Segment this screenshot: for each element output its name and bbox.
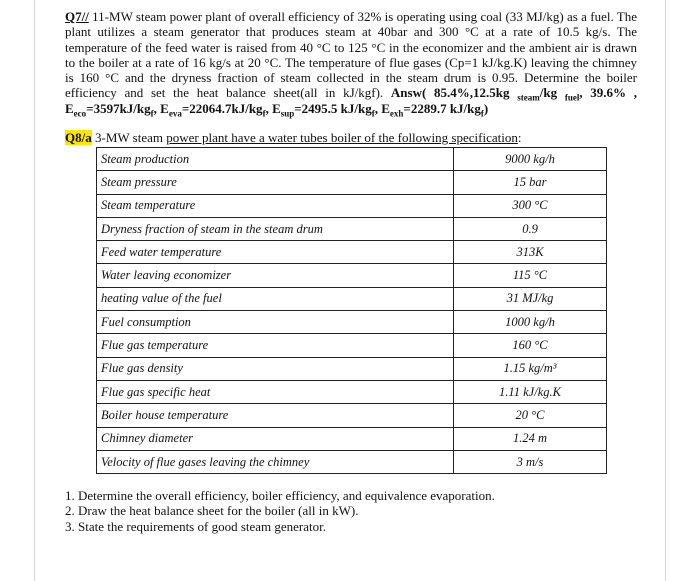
answer-part: =3597kJ/kg [86, 100, 151, 116]
question-8-number: Q8/a [65, 130, 92, 145]
answer-sub: eco [73, 108, 87, 119]
task-item: 3. State the requirements of good steam generator. [65, 518, 327, 534]
spec-label: Feed water temperature [97, 241, 454, 264]
spec-value: 160 °C [454, 334, 607, 357]
spec-label: Water leaving economizer [97, 264, 454, 287]
answer-part: =22064.7kJ/kg [181, 100, 263, 116]
table-row [97, 264, 607, 287]
answer-sub: sup [280, 108, 295, 119]
table-row [97, 427, 607, 450]
answer-sub: fuel [564, 93, 580, 104]
table-row [97, 194, 607, 217]
table-row [97, 380, 607, 403]
spec-label: heating value of the fuel [97, 287, 454, 310]
spec-value: 1000 kg/h [454, 311, 607, 334]
answer-part: =2289.7 kJ/kg [403, 100, 481, 116]
question-8-intro-underlined: power plant have a water tubes boiler of the following specification [166, 130, 518, 145]
table-row [97, 357, 607, 380]
spec-label: Boiler house temperature [97, 404, 454, 427]
spec-value: 15 bar [454, 171, 607, 194]
answer-part: , E [153, 100, 169, 116]
spec-label: Flue gas specific heat [97, 380, 454, 403]
spec-label: Steam pressure [97, 171, 454, 194]
answer-part: =2495.5 kJ/kg [294, 100, 372, 116]
spec-value: 20 °C [454, 404, 607, 427]
spec-label: Velocity of flue gases leaving the chimney [97, 450, 454, 473]
table-row [97, 241, 607, 264]
spec-label: Chimney diameter [97, 427, 454, 450]
answer-part: Answ( 85.4%,12.5kg [390, 85, 518, 101]
answer-sub: exh [389, 108, 404, 119]
spec-value: 3 m/s [454, 450, 607, 473]
answer-part: ) [483, 100, 489, 116]
task-item: 2. Draw the heat balance sheet for the boiler (all in kW). [65, 503, 359, 519]
answer-sub: f [262, 108, 266, 119]
question-8-heading [65, 130, 637, 145]
table-row [97, 334, 607, 357]
question-7-text: 11-MW steam power plant of overall efficiency of 32% is operating using coal (33 MJ/kg) as a fuel. The plant utilizes a steam generator that produces steam at 40bar and 300 °C at a rate of 10.5 kg/s. The temperature of the feed water is raised from 40 °C to 125 °C in the economizer and the ambient air is drawn to the boiler at a rate of 16 kg/s at 20 °C. The temperature of flue gases (Cp=1 kJ/kg.K) leaving the chimney is 160 °C and the dryness fraction of steam collected in the steam drum is 0.95. Determine the boiler efficiency and set the heat balance sheet(all in kJ/kgf). [65, 9, 637, 101]
spec-label: Dryness fraction of steam in the steam drum [97, 217, 454, 240]
table-row [97, 404, 607, 427]
table-row [97, 311, 607, 334]
answer-part: , E [374, 100, 390, 116]
specification-table [96, 147, 607, 474]
spec-label: Steam production [97, 148, 454, 171]
specification-table-wrap [96, 147, 607, 474]
table-row [97, 450, 607, 473]
question-7 [65, 9, 638, 119]
spec-value: 1.11 kJ/kg.K [454, 380, 607, 403]
spec-label: Steam temperature [97, 194, 454, 217]
spec-value: 31 MJ/kg [454, 287, 607, 310]
spec-label: Flue gas temperature [97, 334, 454, 357]
table-row [97, 171, 607, 194]
spec-value: 1.15 kg/m³ [454, 357, 607, 380]
spec-value: 313K [454, 241, 607, 264]
spec-label: Fuel consumption [97, 311, 454, 334]
question-8-intro-end: : [517, 130, 522, 145]
answer-sub: f [150, 108, 154, 119]
table-row [97, 217, 607, 240]
question-7-number: Q7// [65, 9, 89, 24]
question-8-intro: 3-MW steam [91, 130, 167, 145]
spec-value: 115 °C [454, 264, 607, 287]
answer-part: , E [265, 100, 281, 116]
spec-label: Flue gas density [97, 357, 454, 380]
answer-sub: steam [517, 93, 540, 104]
spec-value: 300 °C [454, 194, 607, 217]
task-item: 1. Determine the overall efficiency, boiler efficiency, and equivalence evaporation. [65, 488, 495, 503]
answer-part: , 39.6% , E [65, 85, 638, 116]
answer-sub: f [480, 108, 484, 119]
spec-value: 9000 kg/h [454, 148, 607, 171]
table-row [97, 287, 607, 310]
spec-value: 0.9 [454, 217, 607, 240]
answer-sub: f [371, 108, 375, 119]
question-8-tasks [65, 488, 625, 534]
table-row [97, 148, 607, 171]
answer-part: /kg [539, 85, 565, 101]
answer-sub: eva [168, 108, 182, 119]
spec-value: 1.24 m [454, 427, 607, 450]
